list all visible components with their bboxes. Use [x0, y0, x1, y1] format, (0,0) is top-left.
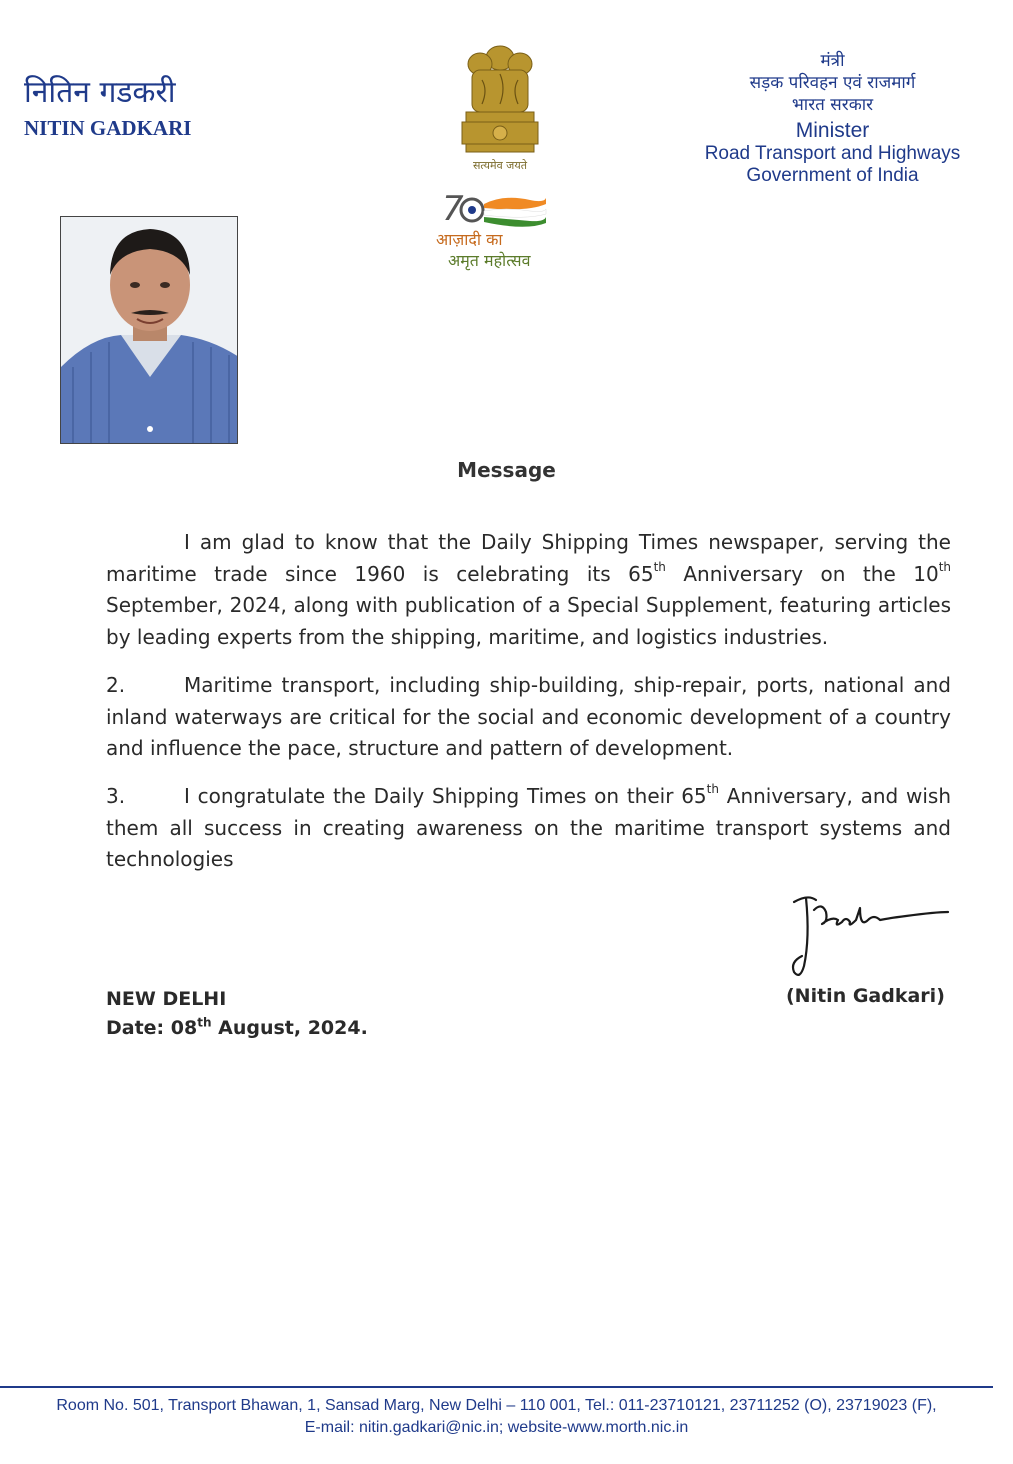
message-paragraph-1 [106, 527, 951, 653]
p2-number: 2. [106, 673, 126, 697]
designation-hindi-minister: मंत्री [820, 51, 845, 71]
p3-number: 3. [106, 784, 126, 808]
minister-name-english: NITIN GADKARI [24, 116, 192, 140]
designation-english-minister: Minister [795, 119, 870, 142]
p1-superscript-1: th [653, 559, 666, 574]
p3-superscript: th [706, 782, 719, 797]
designation-block [680, 50, 985, 187]
designation-english-government: Government of India [746, 165, 919, 186]
state-emblem-icon [452, 40, 548, 158]
footer-divider [0, 1386, 993, 1388]
svg-text:7: 7 [442, 189, 464, 229]
date-superscript: th [197, 1015, 212, 1030]
designation-hindi-ministry: सड़क परिवहन एवं राजमार्ग [749, 73, 916, 93]
closing-block [106, 985, 368, 1043]
date-suffix: August, 2024. [211, 1017, 368, 1039]
minister-portrait [60, 216, 238, 444]
handwritten-signature-icon [786, 888, 956, 983]
designation-hindi-government: भारत सरकार [791, 95, 874, 115]
azadi-logo-text-line2: अमृत महोत्सव [448, 251, 531, 270]
p1-text-c: September, 2024, along with publication of a Special Supplement, featuring articles by leading experts from the shipping, maritime, and logistics industries. [106, 593, 951, 649]
p3-text-a: I congratulate the Daily Shipping Times on their 65 [184, 784, 707, 808]
message-title: Message [457, 458, 556, 482]
p1-text-b: Anniversary on the 10 [665, 561, 939, 586]
closing-place: NEW DELHI [106, 988, 227, 1010]
footer-address: Room No. 501, Transport Bhawan, 1, Sansad Marg, New Delhi – 110 001, Tel.: 011-23710121, 23711252 (O), 23719023 (F), [56, 1397, 937, 1414]
signatory-name: (Nitin Gadkari) [786, 985, 945, 1007]
footer-contact: E-mail: nitin.gadkari@nic.in; website-www.morth.nic.in [304, 1419, 689, 1436]
emblem-motto: सत्यमेव जयते [472, 159, 527, 172]
date-prefix: Date: 08 [106, 1017, 198, 1039]
p3-text-b: Anniversary, and wish them all success in creating awareness on the maritime transport systems and technologies [106, 784, 951, 871]
minister-name-hindi: नितिन गडकरी [24, 75, 176, 110]
portrait-illustration-icon [61, 217, 238, 444]
message-paragraph-3 [106, 781, 951, 876]
p1-superscript-2: th [938, 559, 951, 574]
message-paragraph-2 [106, 670, 951, 765]
p1-text-a: I am glad to know that the Daily Shipping Times newspaper, serving the maritime trade since 1960 is celebrating its 65 [106, 530, 951, 586]
azadi-logo-text-line1: आज़ादी का [436, 230, 503, 249]
closing-date [106, 1014, 368, 1043]
p2-text: Maritime transport, including ship-building, ship-repair, ports, national and inland waterways are critical for the social and economic development of a country and influence the pace, structure and pattern of development. [106, 673, 951, 760]
designation-english-ministry: Road Transport and Highways [704, 143, 961, 164]
